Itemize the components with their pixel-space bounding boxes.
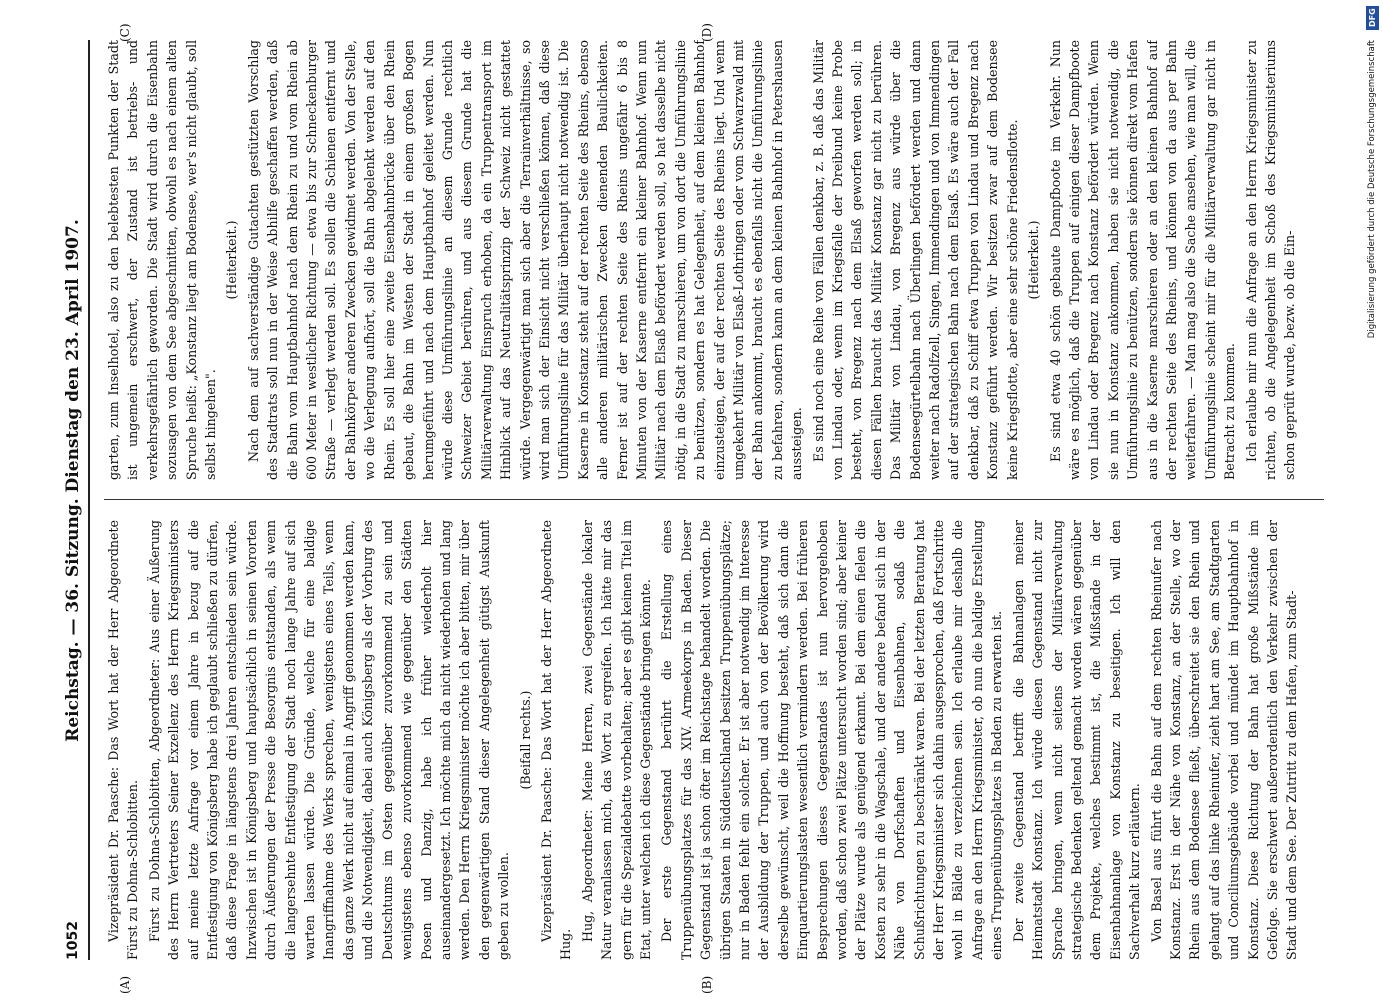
digitization-note: Digitalisierung gefördert durch die Deutsche Forschungsgemeinschaft [1367, 40, 1377, 339]
paragraph: Ich erlaube mir nun die Anfrage an den Herrn Kriegsminister zu richten, ob die Angelegenheit im Schoß des Kriegsministeriums schon geprüft wurde, bezw. ob die Ein- [1243, 40, 1298, 480]
page-number: 1052 [65, 921, 81, 960]
paragraph: Es sind noch eine Reihe von Fällen denkbar, z. B. daß das Militär von Lindau oder, wenn im Kriegsfalle der Dreibund keine Probe besteht, von Bregenz nach dem Elsaß geworfen werden soll; in diesen Fällen braucht das Militär Konstanz gar nicht zu berühren. Das Militär von Lindau, von Bregenz aus würde über die Bodenseegürtelbahn nach Überlingen befördert werden und dann weiter nach Radolfzell, Singen, Immendingen und von Immendingen auf der strategischen Bahn nach dem Elsaß. Es wäre auch der Fall denkbar, daß zu Schiff etwa Truppen von Lindau und Bregenz nach Konstanz geführt werden. Wir besitzen zwar auf dem Bodensee keine Kriegsflotte, aber eine sehr schöne Friedensflotte. [810, 40, 1020, 480]
paragraph: garten, zum Inselhotel, also zu den belebtesten Punkten der Stadt ist ungemein erschwert, der Zustand ist betriebs- und verkehrsgefährlich geworden. Die Stadt wird durch die Eisenbahn sozusagen von dem See abgeschnitten, obwohl es nach einem alten Spruche heißt: „Konstanz liegt am Bodensee, wer's nicht glaubt, soll selbst hingehen". [106, 40, 219, 480]
paragraph: Vizepräsident Dr. Paasche: Das Wort hat der Herr Abgeordnete Fürst zu Dohna-Schlobitten. [106, 520, 141, 960]
dfg-logo: DFG [1366, 6, 1379, 30]
running-title: Reichstag. — 36. Sitzung. Dienstag den 23. April 1907. [63, 219, 83, 742]
paragraph: Nach dem auf sachverständige Gutachten gestützten Vorschlag des Stadtrats soll nun in der Weise Abhilfe geschaffen werden, daß die Bahn vom Hauptbahnhof nach dem Rhein zu und vom Rhein ab 600 Meter in westlicher Richtung — etwa bis zur Schneckenburger Straße — verlegt werden soll. Es sollen die Schienen entfernt und der Bahnkörper anderen Zwecken gewidmet werden. Von der Stelle, wo die Verlegung aufhört, soll die Bahn abgelenkt werden auf den Rhein. Es soll hier eine zweite Eisenbahnbrücke über den Rhein gebaut, die Bahn im Westen der Stadt in einem großen Bogen herumgeführt und nach dem Hauptbahnhof geleitet werden. Nun würde diese Umführungslinie an diesem Grunde rechtlich Schweizer Gebiet berühren, und aus diesem Grunde hat die Militärverwaltung Einspruch erhoben, da ein Truppentransport im Hinblick auf das Neutralitätsprinzip der Schweiz nicht gestattet würde. Vergegenwärtigt man sich aber die Terrainverhältnisse, so wird man sich der Einsicht nicht verschließen können, daß diese Umführungslinie für das Militär überhaupt nicht notwendig ist. Die Kaserne in Konstanz steht auf der rechten Seite des Rheins, ebenso alle anderen militärischen Zwecken dienenden Baulichkeiten. Ferner ist auf der rechten Seite des Rheins ungefähr 6 bis 8 Minuten von der Kaserne entfernt ein kleiner Bahnhof. Wenn nun Militär nach dem Elsaß befördert werden soll, so hat dasselbe nicht nötig, in die Stadt zu marschieren, um von dort die Umführungslinie zu benützen, sondern es hat Gelegenheit, auf dem kleinen Bahnhof einzusteigen, der auf der rechten Seite des Rheins liegt. Und wenn umgekehrt Militär von Elsaß-Lothringen oder vom Schwarzwald mit der Bahn ankommt, braucht es ebenfalls nicht die Umführungslinie zu befahren, sondern kann an dem kleinen Bahnhof in Petershausen aussteigen. [245, 40, 805, 480]
paragraph: (Heiterkeit.) [224, 220, 240, 300]
paragraph: Hug, Abgeordneter: Meine Herren, zwei Gegenstände lokaler Natur veranlassen mich, das Wort zu ergreifen. Ich hätte mir das gern für die Spezialdebatte vorbehalten; aber es gibt keinen Titel im Etat, unter welchen ich diese Gegenstände bringen könnte. [579, 520, 653, 960]
page-header [60, 40, 86, 960]
paragraph: Vizepräsident Dr. Paasche: Das Wort hat der Herr Abgeordnete Hug. [538, 520, 574, 960]
margin-mark-b: (B) [700, 975, 714, 994]
paragraph: Von Basel aus führt die Bahn auf dem rechten Rheinufer nach Konstanz. Erst in der Nähe von Konstanz, an der Stelle, wo der Rhein aus dem Bodensee fließt, überschreitet sie den Rhein und gelangt auf das linke Rheinufer, zieht hart am See, am Stadtgarten und Conciliumsgebäude vorbei und mündet im Hauptbahnhof in Konstanz. Diese Richtung der Bahn hat große Mißstände im Gefolge. Sie erschwert außerordentlich den Verkehr zwischen der Stadt und dem See. Der Zutritt zu dem Hafen, zum Stadt- [1148, 520, 1300, 960]
rotated-page [60, 0, 1350, 1000]
left-column [104, 520, 1334, 960]
right-column [104, 40, 1334, 480]
paragraph: Der zweite Gegenstand betrifft die Bahnanlagen meiner Heimatstadt Konstanz. Ich würde diesen Gegenstand nicht zur Sprache bringen, wenn nicht seitens der Militärverwaltung strategische Bedenken geltend gemacht worden wären gegenüber dem Projekte, welches bestimmt ist, die Mißstände in der Eisenbahnanlage von Konstanz zu beseitigen. Ich will den Sachverhalt kurz erläutern. [1010, 520, 1143, 960]
margin-mark-c: (C) [118, 23, 132, 42]
margin-mark-d: (D) [700, 23, 714, 42]
paragraph: Fürst zu Dohna-Schlobitten, Abgeordneter: Aus einer Äußerung des Herrn Vertreters Seiner Exzellenz des Herrn Kriegsministers auf meine letzte Anfrage vor einem Jahre in bezug auf die Entfestigung von Königsberg habe ich geglaubt schließen zu dürfen, daß diese Frage in längstens drei Jahren entschieden sein würde. Inzwischen ist in Königsberg und hauptsächlich in seinen Vororten durch Äußerungen der Presse die Besorgnis entstanden, als wenn die langersehnte Entfestigung der Stadt noch lange Jahre auf sich warten lassen würde. Die Gründe, welche für eine baldige Inangriffnahme des Werks sprechen, wenigstens eines Teils, wenn das ganze Werk nicht auf einmal in Angriff genommen werden kann, und die Notwendigkeit, dabei auch Königsberg als der Vorburg des Deutschtums im Osten gegenüber zuvorkommend zu sein und wenigstens ebenso zuvorkommend wie gegenüber den Städten Posen und Danzig, habe ich früher wiederholt hier auseinandergesetzt. Ich möchte mich da nicht wiederholen und lang werden. Den Herrn Kriegsminister möchte ich aber bitten, mir über den gegenwärtigen Stand dieser Angelegenheit gütigst Auskunft geben zu wollen. [146, 520, 512, 960]
paragraph: (Heiterkeit.) [1026, 220, 1042, 300]
header-rule [88, 40, 90, 960]
paragraph: (Beifall rechts.) [517, 690, 533, 790]
column-divider [104, 499, 1324, 500]
paragraph: Der erste Gegenstand berührt die Erstellung eines Truppenübungsplatzes für das XIV. Armeekorps in Baden. Dieser Gegenstand ist ja schon öfter im Reichstage behandelt worden. Die übrigen Staaten in Süddeutschland besitzen Truppenübungsplätze; nur in Baden fehlt ein solcher. Er ist aber notwendig im Interesse der Ausbildung der Truppen, und auch von der Bevölkerung wird derselbe gewünscht, weil die Hoffnung besteht, daß sich dann die Einquartierungslasten wesentlich vermindern werden. Bei früheren Besprechungen dieses Gegenstandes ist nun hervorgehoben worden, daß schon zwei Plätze untersucht worden sind; aber keiner der Plätze wurde als genügend erkannt. Bei dem einen fielen die Kosten zu sehr in die Wagschale, und der andere befand sich in der Nähe von Dorfschaften und Eisenbahnen, sodaß die Schußrichtungen zu beschränkt waren. Bei der letzten Beratung hat der Herr Kriegsminister sich dahin ausgesprochen, daß Fortschritte wohl in Bälde zu verzeichnen sein. Ich erlaube mir deshalb die Anfrage an den Herrn Kriegsminister, ob nun die baldige Erstellung eines Truppenübungsplatzes in Baden zu erwarten ist. [659, 520, 1005, 960]
margin-mark-a: (A) [118, 975, 132, 994]
paragraph: Es sind etwa 40 schön gebaute Dampfboote im Verkehr. Nun wäre es möglich, daß die Truppen auf einigen dieser Dampfboote von Lindau oder Bregenz nach Konstanz befördert würden. Wenn sie nun in Konstanz ankommen, haben sie nicht notwendig, die Umführungslinie zu benützen, sondern sie können direkt vom Hafen aus in die Kaserne marschieren oder an den kleinen Bahnhof auf der rechten Seite des Rheins, und können von da aus per Bahn weiterfahren. — Man mag also die Sache ansehen, wie man will, die Umführungslinie scheint mir für die Militärverwaltung gar nicht in Betracht zu kommen. [1047, 40, 1238, 480]
